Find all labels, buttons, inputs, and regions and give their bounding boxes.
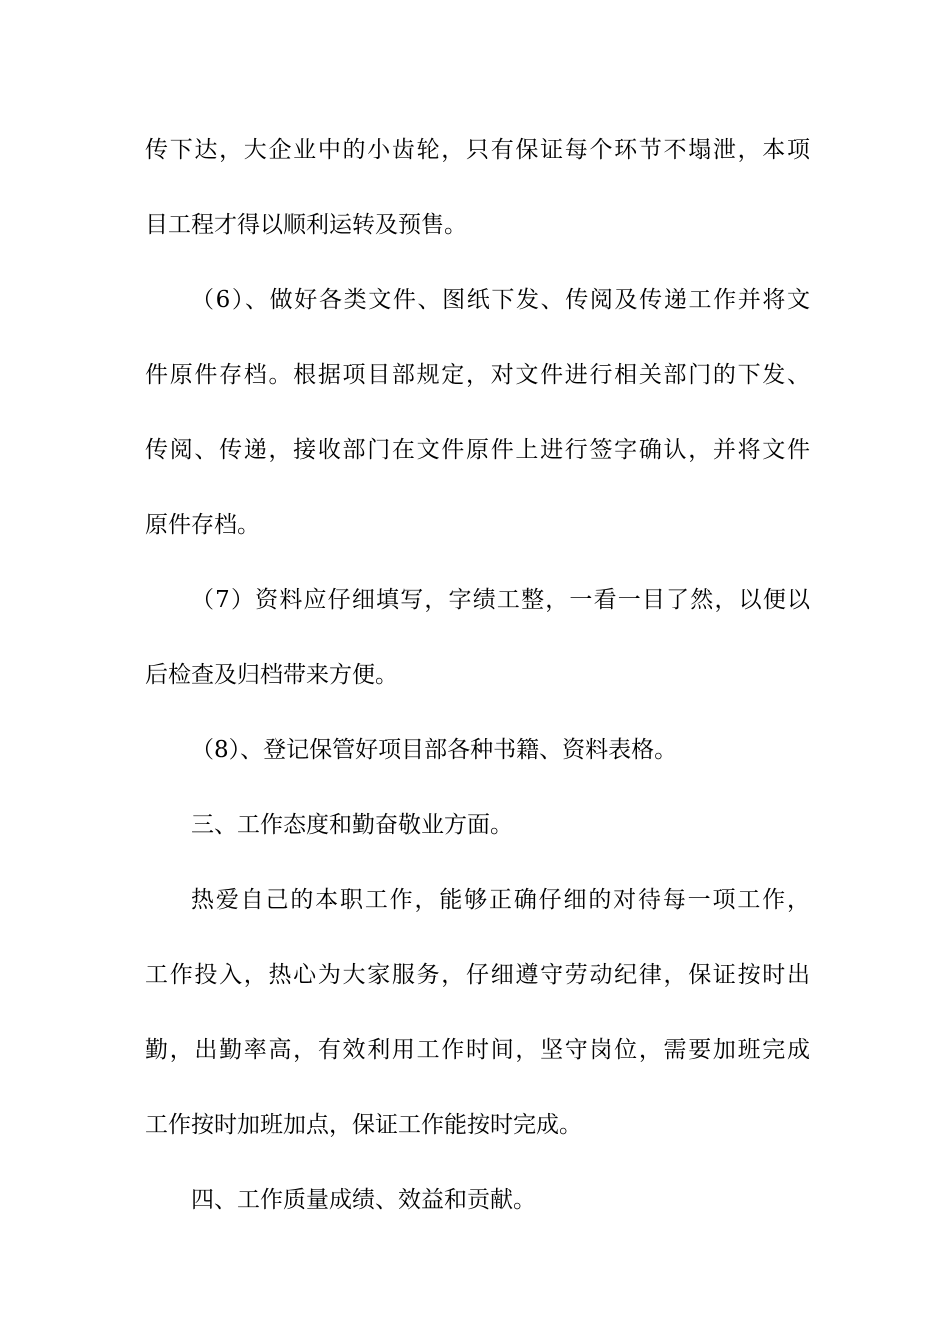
paragraph-start-line: 热爱自己的本职工作，能够正确仔细的对待每一项工作， — [191, 887, 810, 913]
list-item-7-line: （7）资料应仔细填写，字绩工整，一看一目了然，以便以 — [191, 587, 810, 613]
section-heading-3: 三、工作态度和勤奋敬业方面。 — [191, 812, 513, 838]
body-line: 工作按时加班加点，保证工作能按时完成。 — [145, 1112, 582, 1138]
list-item-6-line: （6）、做好各类文件、图纸下发、传阅及传递工作并将文 — [191, 287, 810, 313]
section-heading-4: 四、工作质量成绩、效益和贡献。 — [191, 1187, 536, 1213]
list-item-8-line: （8）、登记保管好项目部各种书籍、资料表格。 — [191, 737, 678, 763]
body-line: 工作投入，热心为大家服务，仔细遵守劳动纪律，保证按时出 — [145, 962, 810, 988]
body-line: 传阅、传递，接收部门在文件原件上进行签字确认，并将文件 — [145, 437, 810, 463]
body-line: 后检查及归档带来方便。 — [145, 662, 398, 688]
body-line: 件原件存档。根据项目部规定，对文件进行相关部门的下发、 — [145, 362, 810, 388]
document-body — [145, 120, 810, 1245]
body-line: 原件存档。 — [145, 512, 260, 538]
body-line: 勤，出勤率高，有效利用工作时间，坚守岗位，需要加班完成 — [145, 1037, 810, 1063]
body-line: 目工程才得以顺利运转及预售。 — [145, 212, 467, 238]
body-line: 传下达，大企业中的小齿轮，只有保证每个环节不塌泄，本项 — [145, 137, 810, 163]
